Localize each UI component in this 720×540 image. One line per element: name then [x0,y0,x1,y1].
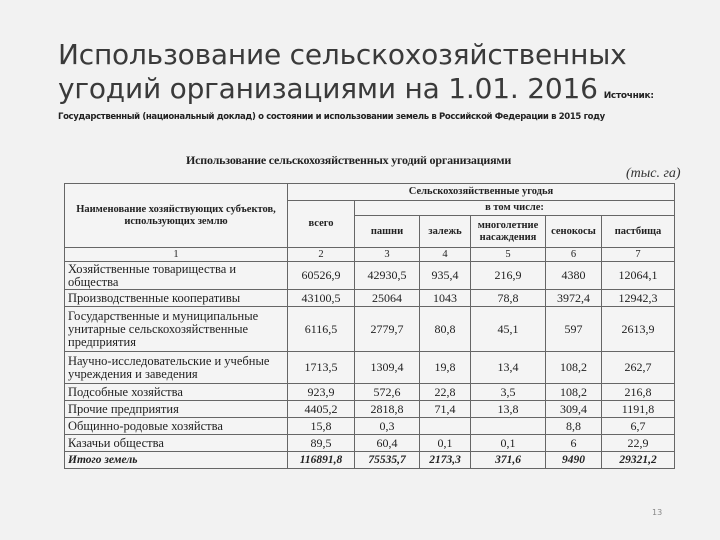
cell-fallow [420,418,471,435]
cell-hayfields: 9490 [546,452,602,469]
cell-fallow: 71,4 [420,401,471,418]
cell-perennial: 3,5 [471,384,546,401]
cell-hayfields: 6 [546,435,602,452]
cell-perennial: 78,8 [471,290,546,307]
header-group: Сельскохозяйственные угодья [288,184,675,201]
cell-arable: 1309,4 [355,352,420,384]
cell-hayfields: 4380 [546,262,602,290]
cell-arable: 60,4 [355,435,420,452]
cell-hayfields: 3972,4 [546,290,602,307]
cell-fallow: 935,4 [420,262,471,290]
table-row [65,418,675,435]
cell-perennial: 216,9 [471,262,546,290]
index-cell: 7 [602,248,675,262]
row-name: Подсобные хозяйства [65,384,288,401]
cell-total: 43100,5 [288,290,355,307]
cell-fallow: 22,8 [420,384,471,401]
cell-hayfields: 108,2 [546,352,602,384]
cell-perennial: 13,8 [471,401,546,418]
cell-hayfields: 597 [546,307,602,352]
cell-total: 89,5 [288,435,355,452]
cell-perennial: 371,6 [471,452,546,469]
cell-arable: 572,6 [355,384,420,401]
header-col-hayfields: сенокосы [546,216,602,248]
cell-total: 4405,2 [288,401,355,418]
cell-pastures: 2613,9 [602,307,675,352]
cell-pastures: 12064,1 [602,262,675,290]
header-total: всего [288,201,355,248]
cell-hayfields: 8,8 [546,418,602,435]
table-row [65,352,675,384]
index-cell: 2 [288,248,355,262]
cell-arable: 2779,7 [355,307,420,352]
slide-title [58,38,698,113]
cell-hayfields: 309,4 [546,401,602,418]
source-text: Государственный (национальный доклад) о состоянии и использовании земель в Российской Федерации в 2015 году [58,112,605,122]
header-col-perennial: многолетние насаждения [471,216,546,248]
total-row [65,452,675,469]
index-cell: 3 [355,248,420,262]
header-subgroup: в том числе: [355,201,675,216]
header-col-fallow: залежь [420,216,471,248]
cell-perennial: 13,4 [471,352,546,384]
cell-arable: 0,3 [355,418,420,435]
cell-arable: 42930,5 [355,262,420,290]
cell-total: 60526,9 [288,262,355,290]
cell-perennial: 45,1 [471,307,546,352]
header-col-pastures: пастбища [602,216,675,248]
slide-title-line2: угодий организациями на 1.01. 2016 [58,72,598,105]
source-label: Источник: [603,91,654,101]
cell-hayfields: 108,2 [546,384,602,401]
table-row [65,435,675,452]
index-cell: 5 [471,248,546,262]
total-row-name: Итого земель [65,452,288,469]
row-name: Общинно-родовые хозяйства [65,418,288,435]
row-name: Государственные и муниципальные унитарные сельскохозяйственные предприятия [65,307,288,352]
cell-total: 923,9 [288,384,355,401]
land-use-table [64,183,675,469]
cell-fallow: 80,8 [420,307,471,352]
cell-total: 15,8 [288,418,355,435]
cell-fallow: 2173,3 [420,452,471,469]
cell-pastures: 216,8 [602,384,675,401]
page-number: 13 [652,508,663,517]
table-row [65,401,675,418]
cell-fallow: 0,1 [420,435,471,452]
table-row [65,307,675,352]
table-row [65,290,675,307]
cell-perennial [471,418,546,435]
cell-total: 6116,5 [288,307,355,352]
cell-pastures: 262,7 [602,352,675,384]
cell-pastures: 6,7 [602,418,675,435]
cell-perennial: 0,1 [471,435,546,452]
table-units: (тыс. га) [626,166,681,181]
index-row [65,248,675,262]
header-col-arable: пашни [355,216,420,248]
row-name: Научно-исследовательские и учебные учреждения и заведения [65,352,288,384]
row-name: Прочие предприятия [65,401,288,418]
index-cell: 4 [420,248,471,262]
table-row [65,262,675,290]
cell-total: 116891,8 [288,452,355,469]
cell-pastures: 12942,3 [602,290,675,307]
slide-title-line1: Использование сельскохозяйственных [58,38,627,71]
cell-arable: 2818,8 [355,401,420,418]
table-row [65,384,675,401]
index-cell: 1 [65,248,288,262]
cell-pastures: 22,9 [602,435,675,452]
cell-fallow: 19,8 [420,352,471,384]
index-cell: 6 [546,248,602,262]
row-name: Казачьи общества [65,435,288,452]
cell-pastures: 1191,8 [602,401,675,418]
cell-arable: 75535,7 [355,452,420,469]
row-name: Производственные кооперативы [65,290,288,307]
table-title: Использование сельскохозяйственных угодий организациями [186,153,512,167]
cell-arable: 25064 [355,290,420,307]
cell-total: 1713,5 [288,352,355,384]
header-name-col: Наименование хозяйствующих субъектов, использующих землю [65,184,288,248]
cell-pastures: 29321,2 [602,452,675,469]
cell-fallow: 1043 [420,290,471,307]
row-name: Хозяйственные товарищества и общества [65,262,288,290]
